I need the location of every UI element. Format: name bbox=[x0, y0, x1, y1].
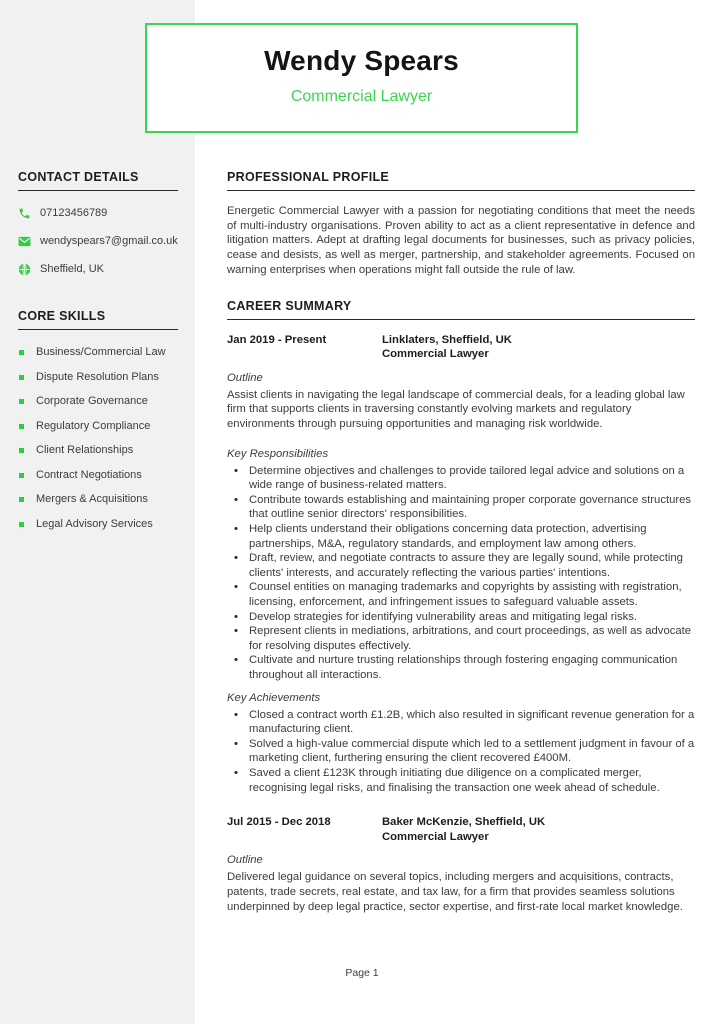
job-header bbox=[227, 815, 695, 844]
list-item: • Counsel entities on managing trademarks and copyrights by assisting with registration, licensing, enforcement, and infringement issues to safeguard valuable assets. bbox=[227, 580, 695, 609]
list-item: • Solved a high-value commercial dispute which led to a settlement judgment in favour of a marketing client, furthering ensuring the client recovered £400M. bbox=[227, 737, 695, 766]
job-outline-text: Assist clients in navigating the legal landscape of commercial deals, for a leading global law firm that supports clients in traversing constantly evolving markets and regulatory environments through pursuing opportunities and managing risk worldwide. bbox=[227, 388, 685, 430]
list-item: Corporate Governance bbox=[18, 395, 178, 409]
contact-details-heading: CONTACT DETAILS bbox=[18, 170, 178, 191]
list-item: Business/Commercial Law bbox=[18, 346, 178, 360]
key-achievements-list bbox=[227, 708, 695, 796]
contact-row-email bbox=[18, 235, 178, 248]
page-number: Page 1 bbox=[345, 967, 379, 979]
resume-header-box bbox=[145, 23, 578, 133]
list-item: Client Relationships bbox=[18, 444, 178, 458]
list-item: • Draft, review, and negotiate contracts to assure they are legally sound, while protecting clients' interests, and accurately reflecting the various parties' intentions. bbox=[227, 551, 695, 580]
candidate-name: Wendy Spears bbox=[264, 45, 459, 76]
list-item: • Cultivate and nurture trusting relationships through fostering engaging communication throughout all interactions. bbox=[227, 653, 695, 682]
list-item: Regulatory Compliance bbox=[18, 420, 178, 434]
list-item: Legal Advisory Services bbox=[18, 518, 178, 532]
list-item: • Contribute towards establishing and maintaining proper corporate governance structures that outline senior directors' responsibilities. bbox=[227, 493, 695, 522]
job-company: Linklaters, Sheffield, UK bbox=[382, 333, 512, 346]
core-skills-list bbox=[18, 346, 178, 531]
globe-icon bbox=[18, 263, 31, 276]
list-item: • Develop strategies for identifying vulnerability areas and mitigating legal risks. bbox=[227, 610, 695, 625]
list-item: • Saved a client £123K through initiating due diligence on a complicated merger, recognising legal risks, and finalising the transaction one week ahead of schedule. bbox=[227, 766, 695, 795]
job-header bbox=[227, 333, 695, 362]
sidebar bbox=[18, 170, 178, 542]
core-skills-heading: CORE SKILLS bbox=[18, 309, 178, 330]
contact-row-phone bbox=[18, 207, 178, 220]
job-company-role bbox=[382, 815, 545, 844]
list-item: • Help clients understand their obligations concerning data protection, advertising partnerships, M&A, regulatory standards, and employment law among others. bbox=[227, 522, 695, 551]
outline-label: Outline bbox=[227, 371, 263, 384]
job-outline-text: Delivered legal guidance on several topics, including mergers and acquisitions, contracts, patents, trade secrets, real estate, and tax law, for a firm that provides seamless solutions underpinned by deep legal practice, sector expertise, and first-rate local market knowledge. bbox=[227, 871, 683, 913]
job-role: Commercial Lawyer bbox=[382, 348, 489, 361]
job-company: Baker McKenzie, Sheffield, UK bbox=[382, 816, 546, 829]
professional-profile-text: Energetic Commercial Lawyer with a passion for negotiating conditions that meet the needs of multi-industry organisations. Proven ability to act as a client representative in defence and litigation matters. Adept at drafting legal documents for businesses, such as privacy policies, cease and desists, as well as merger, partnership, and stakeholder agreements. Focused on warning enterprises when operations might fall outside the rule of law. bbox=[227, 205, 695, 276]
phone-number: 07123456789 bbox=[40, 207, 108, 219]
professional-profile-heading: PROFESSIONAL PROFILE bbox=[227, 170, 695, 191]
list-item: • Determine objectives and challenges to provide tailored legal advice and solutions on a wide range of business-related matters. bbox=[227, 464, 695, 493]
phone-icon bbox=[18, 207, 31, 220]
list-item: • Closed a contract worth £1.2B, which also resulted in significant revenue generation for a manufacturing client. bbox=[227, 708, 695, 737]
core-skills-section bbox=[18, 309, 178, 531]
key-achievements-label: Key Achievements bbox=[227, 691, 321, 704]
job-dates: Jan 2019 - Present bbox=[227, 333, 327, 346]
list-item: • Represent clients in mediations, arbitrations, and court proceedings, as well as advocate for resolving disputes effectively. bbox=[227, 624, 695, 653]
career-summary-heading: CAREER SUMMARY bbox=[227, 299, 695, 320]
key-responsibilities-label: Key Responsibilities bbox=[227, 447, 329, 460]
job-entry bbox=[227, 815, 695, 914]
list-item: Dispute Resolution Plans bbox=[18, 371, 178, 385]
outline-label: Outline bbox=[227, 854, 263, 867]
contact-row-location bbox=[18, 263, 178, 276]
job-role: Commercial Lawyer bbox=[382, 830, 489, 843]
key-responsibilities-list bbox=[227, 464, 695, 683]
job-company-role bbox=[382, 333, 512, 362]
list-item: Contract Negotiations bbox=[18, 469, 178, 483]
job-dates: Jul 2015 - Dec 2018 bbox=[227, 816, 331, 829]
candidate-job-title: Commercial Lawyer bbox=[290, 88, 433, 106]
email-address: wendyspears7@gmail.co.uk bbox=[40, 235, 178, 247]
location: Sheffield, UK bbox=[40, 263, 105, 275]
main-column bbox=[227, 170, 695, 929]
envelope-icon bbox=[18, 235, 31, 248]
list-item: Mergers & Acquisitions bbox=[18, 493, 178, 507]
job-entry bbox=[227, 333, 695, 796]
